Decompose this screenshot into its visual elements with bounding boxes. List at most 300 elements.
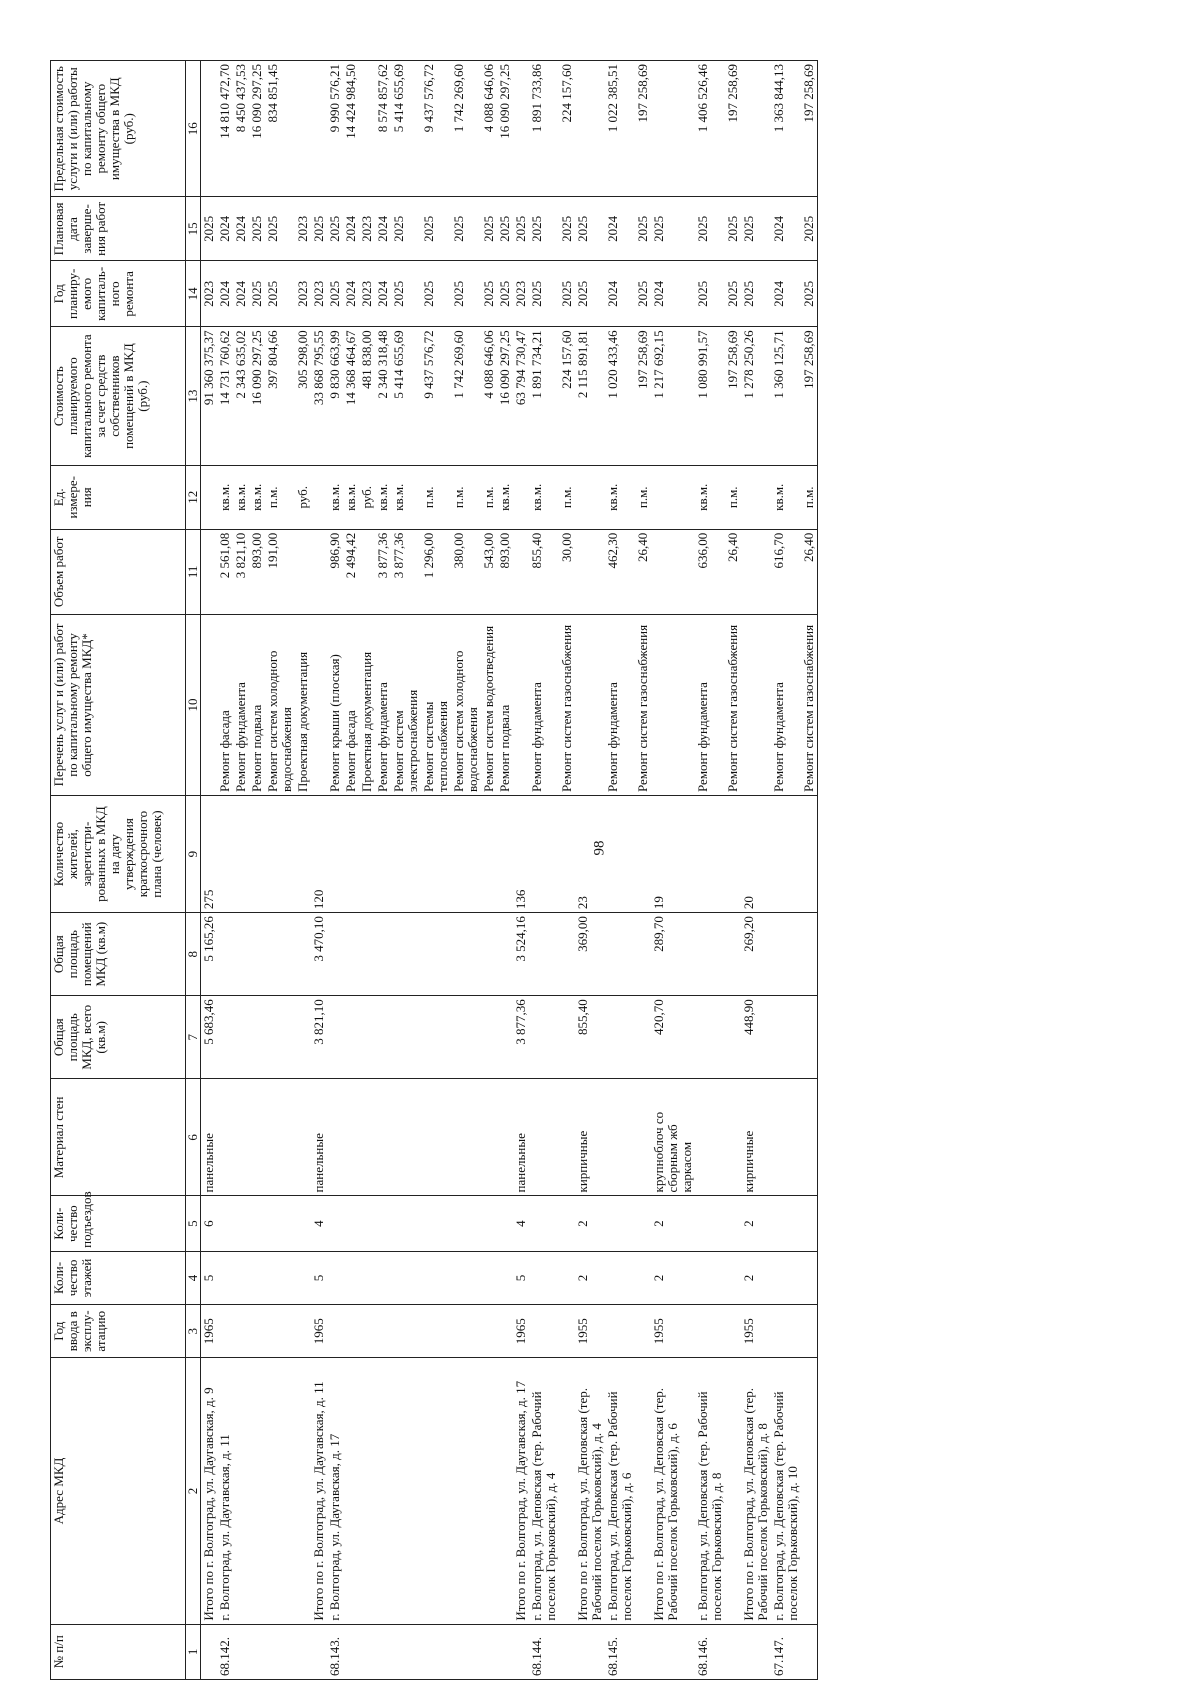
address-cell: г. Волгоград, ул. Даугавская, д. 17 <box>327 1358 343 1624</box>
premises-area-cell <box>391 913 421 996</box>
unit-cell: п.м. <box>451 465 481 529</box>
address-cell: Итого по г. Волгоград, ул. Даугавская, д. 17 <box>513 1358 529 1624</box>
row-number <box>201 1624 218 1679</box>
wall-material-cell <box>451 1079 481 1196</box>
work-volume-cell: 3 877,36 <box>391 529 421 614</box>
residents-cell <box>451 796 481 913</box>
premises-area-cell <box>343 913 359 996</box>
cost-limit-cell: 1 742 269,60 <box>451 61 481 197</box>
year-cell <box>559 1305 575 1358</box>
residents-cell <box>481 796 497 913</box>
residents-cell: 23 <box>575 796 605 913</box>
total-area-cell: 420,70 <box>651 996 695 1079</box>
planned-cost-cell: 197 258,69 <box>801 327 818 465</box>
cost-limit-cell: 16 090 297,25 <box>249 61 265 197</box>
work-volume-cell <box>359 529 375 614</box>
planned-cost-cell: 1 360 125,71 <box>771 327 801 465</box>
work-volume-cell: 380,00 <box>451 529 481 614</box>
floors-cell <box>529 1251 559 1304</box>
row-number <box>481 1624 497 1679</box>
planned-cost-cell: 4 088 646,06 <box>481 327 497 465</box>
total-area-cell <box>605 996 635 1079</box>
total-area-cell <box>249 996 265 1079</box>
planned-year-cell: 2023 <box>201 261 218 327</box>
premises-area-cell: 3 470,10 <box>311 913 327 996</box>
work-type-cell: Ремонт систем газоснабжения <box>559 614 575 795</box>
planned-cost-cell: 2 340 318,48 <box>375 327 391 465</box>
column-number: 5 <box>186 1196 201 1251</box>
wall-material-cell <box>695 1079 725 1196</box>
planned-year-cell: 2025 <box>741 261 771 327</box>
total-area-cell <box>391 996 421 1079</box>
planned-year-cell: 2025 <box>421 261 451 327</box>
column-number-row <box>186 61 201 1680</box>
total-area-cell <box>725 996 741 1079</box>
address-cell <box>233 1358 249 1624</box>
residents-cell <box>529 796 559 913</box>
table-row <box>635 61 651 1680</box>
entrances-cell <box>233 1196 249 1251</box>
cost-limit-cell: 1 891 733,86 <box>529 61 559 197</box>
residents-cell <box>421 796 451 913</box>
wall-material-cell <box>249 1079 265 1196</box>
row-number <box>295 1624 311 1679</box>
residents-cell <box>497 796 513 913</box>
address-cell <box>375 1358 391 1624</box>
header-cell: Количество жителей, зарегистри-рованных в МКД на дату утверждения краткосрочного плана (человек) <box>51 796 186 913</box>
total-area-cell <box>265 996 295 1079</box>
page-number: 98 <box>591 840 608 856</box>
completion-date-cell: 2025 <box>327 197 343 261</box>
work-type-cell: Проектная документация <box>295 614 311 795</box>
table-row <box>529 61 559 1680</box>
wall-material-cell: кирпичные <box>575 1079 605 1196</box>
cost-limit-cell: 16 090 297,25 <box>497 61 513 197</box>
total-area-cell: 855,40 <box>575 996 605 1079</box>
planned-year-cell: 2024 <box>771 261 801 327</box>
column-number: 8 <box>186 913 201 996</box>
premises-area-cell <box>233 913 249 996</box>
column-number: 6 <box>186 1079 201 1196</box>
wall-material-cell <box>497 1079 513 1196</box>
row-number <box>375 1624 391 1679</box>
cost-limit-cell <box>311 61 327 197</box>
planned-cost-cell: 197 258,69 <box>635 327 651 465</box>
wall-material-cell <box>605 1079 635 1196</box>
year-cell <box>725 1305 741 1358</box>
cost-limit-cell: 1 406 526,46 <box>695 61 725 197</box>
address-cell <box>295 1358 311 1624</box>
entrances-cell: 2 <box>741 1196 771 1251</box>
row-number: 68.143. <box>327 1624 343 1679</box>
table-row <box>421 61 451 1680</box>
unit-cell: кв.м. <box>375 465 391 529</box>
unit-cell: п.м. <box>421 465 451 529</box>
work-type-cell: Ремонт фасада <box>343 614 359 795</box>
row-number <box>725 1624 741 1679</box>
completion-date-cell: 2025 <box>695 197 725 261</box>
address-cell <box>343 1358 359 1624</box>
row-number <box>343 1624 359 1679</box>
entrances-cell <box>327 1196 343 1251</box>
work-volume-cell: 26,40 <box>801 529 818 614</box>
unit-cell: кв.м. <box>343 465 359 529</box>
entrances-cell <box>635 1196 651 1251</box>
work-type-cell <box>311 614 327 795</box>
header-cell: Ед. измере-ния <box>51 465 186 529</box>
entrances-cell: 2 <box>575 1196 605 1251</box>
entrances-cell <box>771 1196 801 1251</box>
cost-limit-cell <box>741 61 771 197</box>
year-cell <box>359 1305 375 1358</box>
cost-limit-cell <box>513 61 529 197</box>
work-volume-cell: 3 877,36 <box>375 529 391 614</box>
planned-cost-cell: 197 258,69 <box>725 327 741 465</box>
work-volume-cell <box>575 529 605 614</box>
completion-date-cell: 2024 <box>771 197 801 261</box>
planned-year-cell: 2025 <box>575 261 605 327</box>
entrances-cell <box>497 1196 513 1251</box>
wall-material-cell <box>771 1079 801 1196</box>
residents-cell <box>771 796 801 913</box>
year-cell: 1955 <box>651 1305 695 1358</box>
year-cell <box>217 1305 233 1358</box>
floors-cell <box>635 1251 651 1304</box>
address-cell <box>421 1358 451 1624</box>
unit-cell: кв.м. <box>695 465 725 529</box>
planned-year-cell: 2024 <box>233 261 249 327</box>
address-cell: Итого по г. Волгоград, ул. Даугавская, д. 11 <box>311 1358 327 1624</box>
address-cell <box>359 1358 375 1624</box>
residents-cell <box>635 796 651 913</box>
row-number <box>513 1624 529 1679</box>
floors-cell <box>217 1251 233 1304</box>
header-cell: Год планиру-емого капиталь-ного ремонта <box>51 261 186 327</box>
cost-limit-cell: 1 363 844,13 <box>771 61 801 197</box>
row-number <box>359 1624 375 1679</box>
unit-cell <box>513 465 529 529</box>
unit-cell <box>201 465 218 529</box>
address-cell <box>635 1358 651 1624</box>
year-cell <box>529 1305 559 1358</box>
work-volume-cell: 1 296,00 <box>421 529 451 614</box>
floors-cell <box>295 1251 311 1304</box>
work-type-cell: Ремонт систем холодного водоснабжения <box>265 614 295 795</box>
premises-area-cell <box>217 913 233 996</box>
cost-limit-cell: 197 258,69 <box>635 61 651 197</box>
address-cell <box>559 1358 575 1624</box>
planned-year-cell: 2023 <box>359 261 375 327</box>
year-cell: 1955 <box>741 1305 771 1358</box>
cost-limit-cell: 8 574 857,62 <box>375 61 391 197</box>
entrances-cell <box>725 1196 741 1251</box>
floors-cell <box>801 1251 818 1304</box>
cost-limit-cell: 224 157,60 <box>559 61 575 197</box>
work-type-cell: Ремонт фундамента <box>233 614 249 795</box>
planned-cost-cell: 16 090 297,25 <box>497 327 513 465</box>
work-type-cell <box>201 614 218 795</box>
premises-area-cell: 369,00 <box>575 913 605 996</box>
planned-year-cell: 2025 <box>695 261 725 327</box>
wall-material-cell <box>635 1079 651 1196</box>
year-cell <box>375 1305 391 1358</box>
total-area-cell <box>497 996 513 1079</box>
unit-cell <box>741 465 771 529</box>
floors-cell: 2 <box>741 1251 771 1304</box>
table-row <box>771 61 801 1680</box>
header-cell: № п/п <box>51 1624 186 1679</box>
address-cell: Итого по г. Волгоград, ул. Деповская (тер. Рабочий поселок Горьковский), д. 4 <box>575 1358 605 1624</box>
address-cell <box>265 1358 295 1624</box>
total-area-cell <box>327 996 343 1079</box>
cost-limit-cell: 5 414 655,69 <box>391 61 421 197</box>
wall-material-cell <box>265 1079 295 1196</box>
year-cell <box>451 1305 481 1358</box>
wall-material-cell <box>421 1079 451 1196</box>
completion-date-cell: 2025 <box>635 197 651 261</box>
entrances-cell <box>217 1196 233 1251</box>
row-number <box>651 1624 695 1679</box>
premises-area-cell <box>421 913 451 996</box>
row-number <box>391 1624 421 1679</box>
address-cell: Итого по г. Волгоград, ул. Даугавская, д. 9 <box>201 1358 218 1624</box>
premises-area-cell <box>497 913 513 996</box>
planned-cost-cell: 481 838,00 <box>359 327 375 465</box>
wall-material-cell: панельные <box>201 1079 218 1196</box>
residents-cell <box>233 796 249 913</box>
work-volume-cell: 462,30 <box>605 529 635 614</box>
entrances-cell <box>421 1196 451 1251</box>
planned-cost-cell: 33 868 795,55 <box>311 327 327 465</box>
year-cell <box>695 1305 725 1358</box>
work-type-cell <box>513 614 529 795</box>
planned-cost-cell: 1 278 250,26 <box>741 327 771 465</box>
year-cell <box>327 1305 343 1358</box>
floors-cell <box>343 1251 359 1304</box>
planned-year-cell: 2025 <box>249 261 265 327</box>
work-type-cell <box>575 614 605 795</box>
completion-date-cell: 2025 <box>741 197 771 261</box>
year-cell <box>249 1305 265 1358</box>
completion-date-cell: 2025 <box>249 197 265 261</box>
work-volume-cell: 893,00 <box>497 529 513 614</box>
header-cell: Предельная стоимость услуги и (или) работы по капитальному ремонту общего имущества в МКД (руб.) <box>51 61 186 197</box>
work-volume-cell: 855,40 <box>529 529 559 614</box>
table-row <box>451 61 481 1680</box>
address-cell: Итого по г. Волгоград, ул. Деповская (тер. Рабочий поселок Горьковский), д. 6 <box>651 1358 695 1624</box>
premises-area-cell <box>359 913 375 996</box>
column-number: 10 <box>186 614 201 795</box>
completion-date-cell: 2025 <box>725 197 741 261</box>
cost-limit-cell: 9 437 576,72 <box>421 61 451 197</box>
row-number <box>559 1624 575 1679</box>
total-row <box>311 61 327 1680</box>
header-cell: Коли-чество этажей <box>51 1251 186 1304</box>
completion-date-cell: 2025 <box>201 197 218 261</box>
column-number: 7 <box>186 996 201 1079</box>
floors-cell <box>481 1251 497 1304</box>
planned-year-cell: 2024 <box>651 261 695 327</box>
planned-cost-cell: 1 080 991,57 <box>695 327 725 465</box>
work-type-cell: Ремонт крыши (плоская) <box>327 614 343 795</box>
entrances-cell <box>391 1196 421 1251</box>
cost-limit-cell: 14 810 472,70 <box>217 61 233 197</box>
total-area-cell <box>295 996 311 1079</box>
table-row <box>249 61 265 1680</box>
entrances-cell <box>605 1196 635 1251</box>
table-row <box>295 61 311 1680</box>
floors-cell <box>725 1251 741 1304</box>
header-cell: Общая площадь помещений МКД (кв.м) <box>51 913 186 996</box>
unit-cell: кв.м. <box>249 465 265 529</box>
column-number: 4 <box>186 1251 201 1304</box>
address-cell: г. Волгоград, ул. Деповская (тер. Рабочий поселок Горьковский), д. 4 <box>529 1358 559 1624</box>
work-type-cell: Ремонт фундамента <box>529 614 559 795</box>
planned-year-cell: 2025 <box>635 261 651 327</box>
work-type-cell: Ремонт подвала <box>249 614 265 795</box>
work-type-cell: Ремонт фасада <box>217 614 233 795</box>
work-type-cell: Ремонт фундамента <box>375 614 391 795</box>
premises-area-cell <box>451 913 481 996</box>
planned-cost-cell: 1 891 734,21 <box>529 327 559 465</box>
premises-area-cell <box>695 913 725 996</box>
header-cell: Перечень услуг и (или) работ по капитальному ремонту общего имущества МКД* <box>51 614 186 795</box>
floors-cell <box>771 1251 801 1304</box>
work-type-cell: Ремонт системы теплоснабжения <box>421 614 451 795</box>
residents-cell: 20 <box>741 796 771 913</box>
work-type-cell: Ремонт фундамента <box>605 614 635 795</box>
planned-year-cell: 2023 <box>311 261 327 327</box>
wall-material-cell: панельные <box>311 1079 327 1196</box>
address-cell <box>249 1358 265 1624</box>
work-volume-cell: 26,40 <box>725 529 741 614</box>
year-cell: 1965 <box>201 1305 218 1358</box>
residents-cell <box>559 796 575 913</box>
planned-year-cell: 2024 <box>375 261 391 327</box>
total-area-cell: 3 821,10 <box>311 996 327 1079</box>
unit-cell: кв.м. <box>327 465 343 529</box>
total-area-cell <box>359 996 375 1079</box>
year-cell <box>343 1305 359 1358</box>
table-row <box>327 61 343 1680</box>
row-number <box>635 1624 651 1679</box>
premises-area-cell <box>529 913 559 996</box>
table-row <box>359 61 375 1680</box>
floors-cell <box>249 1251 265 1304</box>
completion-date-cell: 2025 <box>575 197 605 261</box>
address-cell <box>497 1358 513 1624</box>
year-cell <box>295 1305 311 1358</box>
column-number: 11 <box>186 529 201 614</box>
table-row <box>265 61 295 1680</box>
header-cell: Общая площадь МКД, всего (кв.м) <box>51 996 186 1079</box>
planned-year-cell: 2025 <box>529 261 559 327</box>
address-cell: г. Волгоград, ул. Деповская (тер. Рабочий поселок Горьковский), д. 10 <box>771 1358 801 1624</box>
wall-material-cell <box>725 1079 741 1196</box>
total-row <box>513 61 529 1680</box>
floors-cell <box>421 1251 451 1304</box>
work-volume-cell <box>201 529 218 614</box>
unit-cell: кв.м. <box>391 465 421 529</box>
unit-cell: п.м. <box>481 465 497 529</box>
row-number <box>311 1624 327 1679</box>
address-cell <box>725 1358 741 1624</box>
floors-cell <box>265 1251 295 1304</box>
year-cell: 1955 <box>575 1305 605 1358</box>
column-number: 3 <box>186 1305 201 1358</box>
wall-material-cell <box>217 1079 233 1196</box>
total-area-cell <box>559 996 575 1079</box>
address-cell <box>481 1358 497 1624</box>
floors-cell: 5 <box>513 1251 529 1304</box>
header-cell: Стоимость планируемого капитального ремонта за счет средств собственников помещений в МКД (руб.) <box>51 327 186 465</box>
cost-limit-cell: 1 022 385,51 <box>605 61 635 197</box>
unit-cell: кв.м. <box>529 465 559 529</box>
unit-cell: кв.м. <box>605 465 635 529</box>
unit-cell: кв.м. <box>233 465 249 529</box>
year-cell <box>265 1305 295 1358</box>
work-type-cell: Ремонт систем газоснабжения <box>725 614 741 795</box>
residents-cell: 275 <box>201 796 218 913</box>
wall-material-cell: панельные <box>513 1079 529 1196</box>
premises-area-cell: 289,70 <box>651 913 695 996</box>
residents-cell <box>249 796 265 913</box>
work-type-cell: Ремонт систем электроснабжения <box>391 614 421 795</box>
planned-year-cell: 2024 <box>605 261 635 327</box>
year-cell <box>421 1305 451 1358</box>
completion-date-cell: 2023 <box>359 197 375 261</box>
total-area-cell <box>451 996 481 1079</box>
completion-date-cell: 2025 <box>559 197 575 261</box>
premises-area-cell <box>249 913 265 996</box>
year-cell <box>801 1305 818 1358</box>
entrances-cell <box>559 1196 575 1251</box>
row-number <box>249 1624 265 1679</box>
planned-cost-cell: 1 742 269,60 <box>451 327 481 465</box>
unit-cell: п.м. <box>635 465 651 529</box>
total-area-cell: 448,90 <box>741 996 771 1079</box>
premises-area-cell <box>801 913 818 996</box>
rotated-table-area <box>50 20 1160 1680</box>
cost-limit-cell: 197 258,69 <box>801 61 818 197</box>
year-cell <box>233 1305 249 1358</box>
planned-cost-cell: 224 157,60 <box>559 327 575 465</box>
year-cell <box>605 1305 635 1358</box>
wall-material-cell: кирпичные <box>741 1079 771 1196</box>
floors-cell <box>359 1251 375 1304</box>
wall-material-cell <box>801 1079 818 1196</box>
completion-date-cell: 2025 <box>421 197 451 261</box>
work-volume-cell: 543,00 <box>481 529 497 614</box>
floors-cell <box>497 1251 513 1304</box>
floors-cell: 5 <box>201 1251 218 1304</box>
row-number <box>741 1624 771 1679</box>
unit-cell: п.м. <box>559 465 575 529</box>
table-row <box>343 61 359 1680</box>
work-type-cell <box>741 614 771 795</box>
entrances-cell: 4 <box>311 1196 327 1251</box>
unit-cell: п.м. <box>801 465 818 529</box>
residents-cell: 136 <box>513 796 529 913</box>
floors-cell <box>327 1251 343 1304</box>
planned-cost-cell: 9 437 576,72 <box>421 327 451 465</box>
wall-material-cell <box>529 1079 559 1196</box>
work-volume-cell: 2 561,08 <box>217 529 233 614</box>
completion-date-cell: 2025 <box>311 197 327 261</box>
work-type-cell: Ремонт фундамента <box>695 614 725 795</box>
address-cell: г. Волгоград, ул. Деповская (тер. Рабочий поселок Горьковский), д. 8 <box>695 1358 725 1624</box>
wall-material-cell <box>375 1079 391 1196</box>
